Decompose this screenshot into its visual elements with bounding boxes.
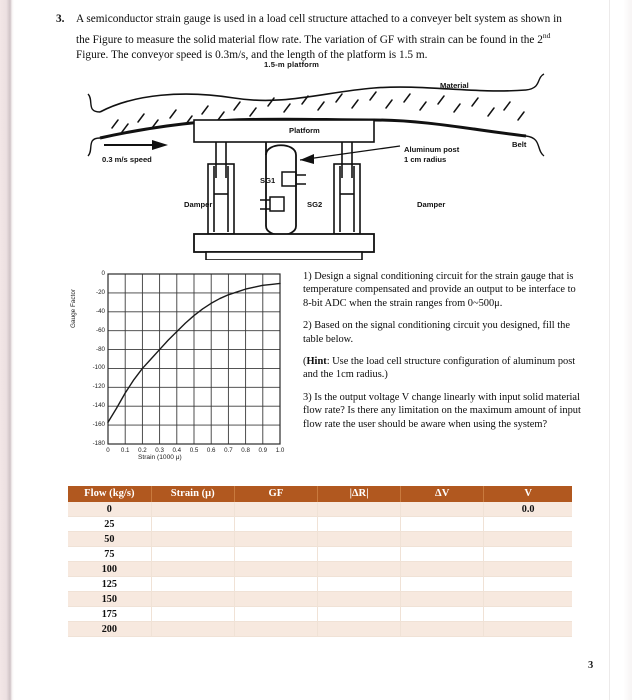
table-cell-flow[interactable]: 25 — [68, 517, 151, 532]
table-header-cell-4: ΔV — [401, 486, 484, 502]
table-cell-flow[interactable]: 0 — [68, 502, 151, 517]
table-cell-2[interactable] — [234, 517, 317, 532]
table-cell-1[interactable] — [151, 622, 234, 637]
table-row — [68, 562, 572, 577]
table-cell-3[interactable] — [317, 517, 400, 532]
aluminum-post-label-line2: 1 cm radius — [404, 155, 447, 164]
table-cell-2[interactable] — [234, 502, 317, 517]
table-cell-1[interactable] — [151, 532, 234, 547]
table-cell-2[interactable] — [234, 547, 317, 562]
table-cell-1[interactable] — [151, 562, 234, 577]
damper-right-label: Damper — [417, 200, 446, 209]
chart-x-tick: 0.8 — [241, 447, 250, 454]
table-cell-4[interactable] — [401, 577, 484, 592]
table-cell-3[interactable] — [317, 547, 400, 562]
table-header-cell-0: Flow (kg/s) — [68, 486, 151, 502]
table-cell-flow[interactable]: 200 — [68, 622, 151, 637]
chart-x-tick: 0.2 — [138, 447, 147, 454]
chart-y-tick: -40 — [96, 307, 105, 315]
table-cell-3[interactable] — [317, 607, 400, 622]
chart-x-tick: 1.0 — [275, 447, 285, 454]
table-header-cell-5: V — [484, 486, 572, 502]
chart-y-tick: -160 — [92, 421, 105, 429]
aluminum-post-label-line1: Aluminum post — [404, 145, 460, 154]
chart-x-tick: 0.3 — [155, 447, 164, 454]
chart-x-tick: 0.7 — [224, 447, 233, 454]
table-cell-1[interactable] — [151, 547, 234, 562]
table-row — [68, 577, 572, 592]
chart-y-tick: -120 — [92, 383, 105, 391]
question-text-tail: Figure. The conveyor speed is 0.3m/s, and the length of the platform is 1.5 m. — [76, 48, 428, 61]
table-cell-4[interactable] — [401, 517, 484, 532]
table-header-cell-1: Strain (μ) — [151, 486, 234, 502]
table-cell-3[interactable] — [317, 562, 400, 577]
question-ordinal-superscript: nd — [542, 30, 551, 40]
platform-label: Platform — [289, 126, 320, 135]
table-cell-3[interactable] — [317, 622, 400, 637]
table-cell-3[interactable] — [317, 577, 400, 592]
chart-y-tick: -100 — [92, 364, 105, 372]
instructions-block — [303, 270, 584, 431]
belt-label: Belt — [512, 140, 527, 149]
table-cell-4[interactable] — [401, 562, 484, 577]
table-cell-1[interactable] — [151, 607, 234, 622]
instruction-hint — [303, 355, 584, 382]
conveyor-load-cell-figure — [74, 60, 574, 260]
table-cell-3[interactable] — [317, 532, 400, 547]
table-cell-flow[interactable]: 150 — [68, 592, 151, 607]
flow-data-table — [68, 486, 572, 637]
page-number: 3 — [588, 660, 594, 671]
document-page — [14, 0, 610, 700]
table-cell-5[interactable] — [484, 547, 572, 562]
table-cell-2[interactable] — [234, 592, 317, 607]
table-cell-5[interactable] — [484, 592, 572, 607]
table-cell-4[interactable] — [401, 607, 484, 622]
table-cell-flow[interactable]: 125 — [68, 577, 151, 592]
aluminum-post-label — [404, 145, 459, 165]
table-cell-1[interactable] — [151, 502, 234, 517]
table-cell-2[interactable] — [234, 577, 317, 592]
page-right-edge-shadow — [610, 0, 632, 700]
hint-body: : Use the load cell structure configuration of aluminum post and the 1cm radius.) — [303, 356, 576, 381]
instruction-item-2: 2) Based on the signal conditioning circuit you designed, fill the table below. — [303, 320, 570, 345]
table-cell-1[interactable] — [151, 577, 234, 592]
chart-y-axis-label: Gauge Factor — [70, 288, 77, 328]
table-cell-2[interactable] — [234, 532, 317, 547]
table-cell-4[interactable] — [401, 502, 484, 517]
chart-y-tick: -180 — [92, 440, 105, 447]
table-header-row — [68, 486, 572, 502]
chart-x-tick: 0.4 — [172, 447, 182, 454]
chart-x-axis-label: Strain (1000 μ) — [138, 454, 182, 461]
table-cell-2[interactable] — [234, 607, 317, 622]
chart-y-tick: 0 — [101, 270, 105, 277]
question-number: 3. — [56, 13, 65, 25]
table-cell-5[interactable] — [484, 562, 572, 577]
table-cell-5[interactable] — [484, 577, 572, 592]
table-cell-5[interactable] — [484, 532, 572, 547]
table-row — [68, 502, 572, 517]
chart-y-tick: -140 — [92, 402, 105, 410]
chart-y-tick: -60 — [96, 326, 105, 334]
table-cell-1[interactable] — [151, 517, 234, 532]
table-row — [68, 622, 572, 637]
hint-paren: ( — [303, 356, 307, 368]
table-cell-1[interactable] — [151, 592, 234, 607]
sg1-label: SG1 — [260, 176, 276, 185]
table-cell-4[interactable] — [401, 592, 484, 607]
table-row — [68, 547, 572, 562]
aluminum-post-leader — [300, 146, 400, 164]
table-cell-5[interactable] — [484, 517, 572, 532]
table-header-cell-2: GF — [234, 486, 317, 502]
page-left-edge-shadow — [0, 0, 14, 700]
sg2-label: SG2 — [307, 200, 323, 209]
table-row — [68, 607, 572, 622]
question-text — [76, 12, 576, 63]
table-row — [68, 532, 572, 547]
table-cell-flow[interactable]: 50 — [68, 532, 151, 547]
hint-label: Hint — [306, 356, 327, 368]
table-cell-3[interactable] — [317, 502, 400, 517]
gauge-factor-chart — [72, 266, 287, 472]
table-cell-4[interactable] — [401, 532, 484, 547]
table-cell-4[interactable] — [401, 622, 484, 637]
table-cell-2[interactable] — [234, 562, 317, 577]
table-header-cell-3: |ΔR| — [317, 486, 400, 502]
platform-title-label: 1.5-m platform — [264, 60, 320, 69]
table-cell-flow[interactable]: 75 — [68, 547, 151, 562]
chart-x-tick: 0.6 — [206, 447, 216, 454]
instruction-item-3: 3) Is the output voltage V change linearly with input solid material flow rate? Is there any limitation on the maximum amount of input flow rate the user should be aware when using the system? — [303, 391, 581, 430]
material-label: Material — [440, 81, 469, 90]
speed-label: 0.3 m/s speed — [102, 155, 152, 164]
table-cell-5[interactable]: 0.0 — [484, 502, 572, 517]
chart-x-tick: 0 — [106, 447, 110, 454]
table-cell-3[interactable] — [317, 592, 400, 607]
table-cell-flow[interactable]: 175 — [68, 607, 151, 622]
table-cell-2[interactable] — [234, 622, 317, 637]
table-cell-4[interactable] — [401, 547, 484, 562]
chart-x-tick: 0.5 — [189, 447, 199, 454]
table-row — [68, 517, 572, 532]
table-row — [68, 592, 572, 607]
table-cell-5[interactable] — [484, 622, 572, 637]
chart-x-tick: 0.1 — [120, 447, 130, 454]
question-block — [56, 12, 576, 63]
chart-y-tick: -80 — [96, 345, 105, 353]
question-text-main: A semiconductor strain gauge is used in a load cell structure attached to a conveyer belt system as shown in the Figure to measure the solid material flow rate. The variation of GF with strain can be found in the 2 — [76, 13, 562, 46]
chart-x-tick: 0.9 — [258, 447, 268, 454]
damper-left-label: Damper — [184, 200, 213, 209]
table-cell-5[interactable] — [484, 607, 572, 622]
speed-arrow — [104, 140, 168, 150]
chart-y-tick: -20 — [96, 288, 105, 296]
instruction-item-1: 1) Design a signal conditioning circuit for the strain gauge that is temperature compensated and provide an output to be interface to 8-bit ADC when the strain ranges from 0~500μ. — [303, 271, 576, 309]
table-cell-flow[interactable]: 100 — [68, 562, 151, 577]
